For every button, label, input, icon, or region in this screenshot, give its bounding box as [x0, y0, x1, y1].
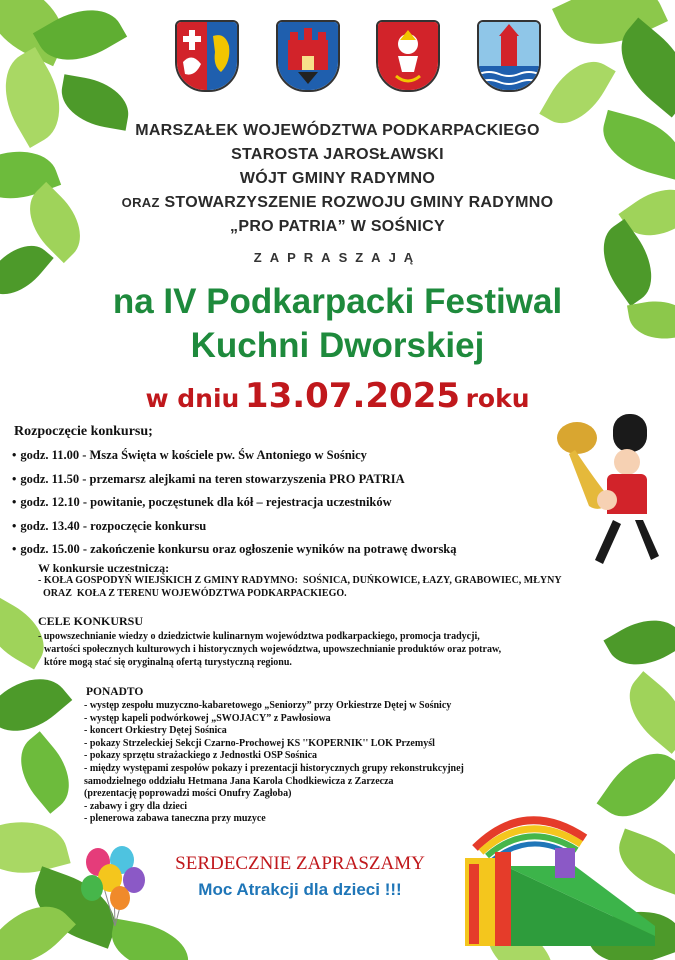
schedule-heading: Rozpoczęcie konkursu;: [14, 424, 153, 439]
extras-item: - występ zespołu muzyczno-kabaretowego „Seniorzy” przy Orkiestrze Dętej w Sośnicy: [84, 700, 452, 711]
organizer-association: STOWARZYSZENIE ROZWOJU GMINY RADYMNO: [164, 194, 554, 211]
organizer-line: MARSZAŁEK WOJEWÓDZTWA PODKARPACKIEGO: [135, 122, 540, 139]
schedule-item: • godz. 12.10 - powitanie, poczęstunek dla kół – rejestracja uczestników: [12, 491, 457, 515]
goals-heading: CELE KONKURSU: [38, 614, 144, 628]
organizer-prefix: ORAZ: [121, 195, 160, 210]
goals-line: - upowszechnianie wiedzy o dziedzictwie kulinarnym województwa podkarpackiego, promocja tradycji,: [38, 631, 480, 642]
goals-text: [38, 630, 638, 669]
date-value: 13.07.2025: [244, 376, 461, 416]
extras-item: - między występami zespołów pokazy i prezentacji historycznych grupy rekonstrukcyjnej: [84, 762, 464, 774]
organizer-line: „PRO PATRIA” W SOŚNICY: [230, 218, 445, 235]
extras-item: - koncert Orkiestry Dętej Sośnica: [84, 725, 227, 737]
extras-item: samodzielnego oddziału Hetmana Jana Karola Chodkiewicza z Zarzecza: [84, 775, 394, 787]
extras-item: (prezentację poprowadzi mości Onufry Zagłoba): [84, 788, 292, 800]
extras-heading: PONADTO: [86, 686, 144, 698]
goals-line: wartości społecznych kulturowych i historycznych województwa, upowszechnianie produktów oraz potraw,: [44, 644, 502, 655]
participants-line: ORAZ KOŁA Z TERENU WOJEWÓDZTWA PODKARPACKIEGO.: [38, 588, 347, 599]
festival-title: Kuchni Dworskiej: [190, 326, 485, 365]
extras-item: - plenerowa zabawa taneczna przy muzyce: [84, 813, 266, 825]
crest-podkarpackie: [175, 20, 239, 92]
extras-item: - pokazy Strzeleckiej Sekcji Czarno-Prochowej KS ''KOPERNIK'' LOK Przemyśl: [84, 737, 435, 749]
participants-heading: W konkursie uczestniczą:: [38, 561, 170, 575]
date-prefix: w dniu: [145, 384, 240, 413]
extras-item: - występ kapeli podwórkowej „SWOJACY” z Pawłosiowa: [84, 712, 331, 724]
organizer-line: STAROSTA JAROSŁAWSKI: [231, 146, 444, 163]
schedule-list: [12, 444, 457, 562]
goals-line: które mogą stać się oryginalną ofertą turystyczną regionu.: [44, 657, 292, 668]
inflatable-slide-illustration: [455, 808, 665, 948]
schedule-item: • godz. 11.50 - przemarsz alejkami na teren stowarzyszenia PRO PATRIA: [12, 468, 457, 492]
participants-line: - KOŁA GOSPODYŃ WIEJSKICH Z GMINY RADYMNO: SOŚNICA, DUŃKOWICE, ŁAZY, GRABOWIEC, MŁYNY: [38, 575, 562, 586]
kids-attractions: Moc Atrakcji dla dzieci !!!: [198, 880, 402, 899]
balloons-illustration: [80, 846, 150, 936]
festival-title: na IV Podkarpacki Festiwal: [112, 282, 563, 321]
schedule-item: • godz. 11.00 - Msza Święta w kościele pw. Św Antoniego w Sośnicy: [12, 444, 457, 468]
date-suffix: roku: [465, 384, 530, 413]
crest-jaroslaw: [276, 20, 340, 92]
organizer-line: WÓJT GMINY RADYMNO: [239, 170, 436, 187]
extras-list: [84, 700, 464, 826]
extras-item: - pokazy sprzętu strażackiego z Jednostki OSP Sośnica: [84, 750, 318, 762]
invite-text: ZAPRASZAJĄ: [253, 250, 422, 265]
closing-invitation: SERDECZNIE ZAPRASZAMY: [175, 853, 425, 874]
crest-radymno-town: [477, 20, 541, 92]
leaf-icon: [614, 671, 675, 754]
crest-radymno: [376, 20, 440, 92]
schedule-item: • godz. 13.40 - rozpoczęcie konkursu: [12, 515, 457, 539]
leaf-icon: [5, 731, 84, 814]
extras-item: - zabawy i gry dla dzieci: [84, 800, 188, 812]
organizer-line: [0, 194, 675, 212]
tuba-player-illustration: [555, 410, 665, 570]
schedule-item: • godz. 15.00 - zakończenie konkursu oraz ogłoszenie wyników na potrawę dworską: [12, 538, 457, 562]
